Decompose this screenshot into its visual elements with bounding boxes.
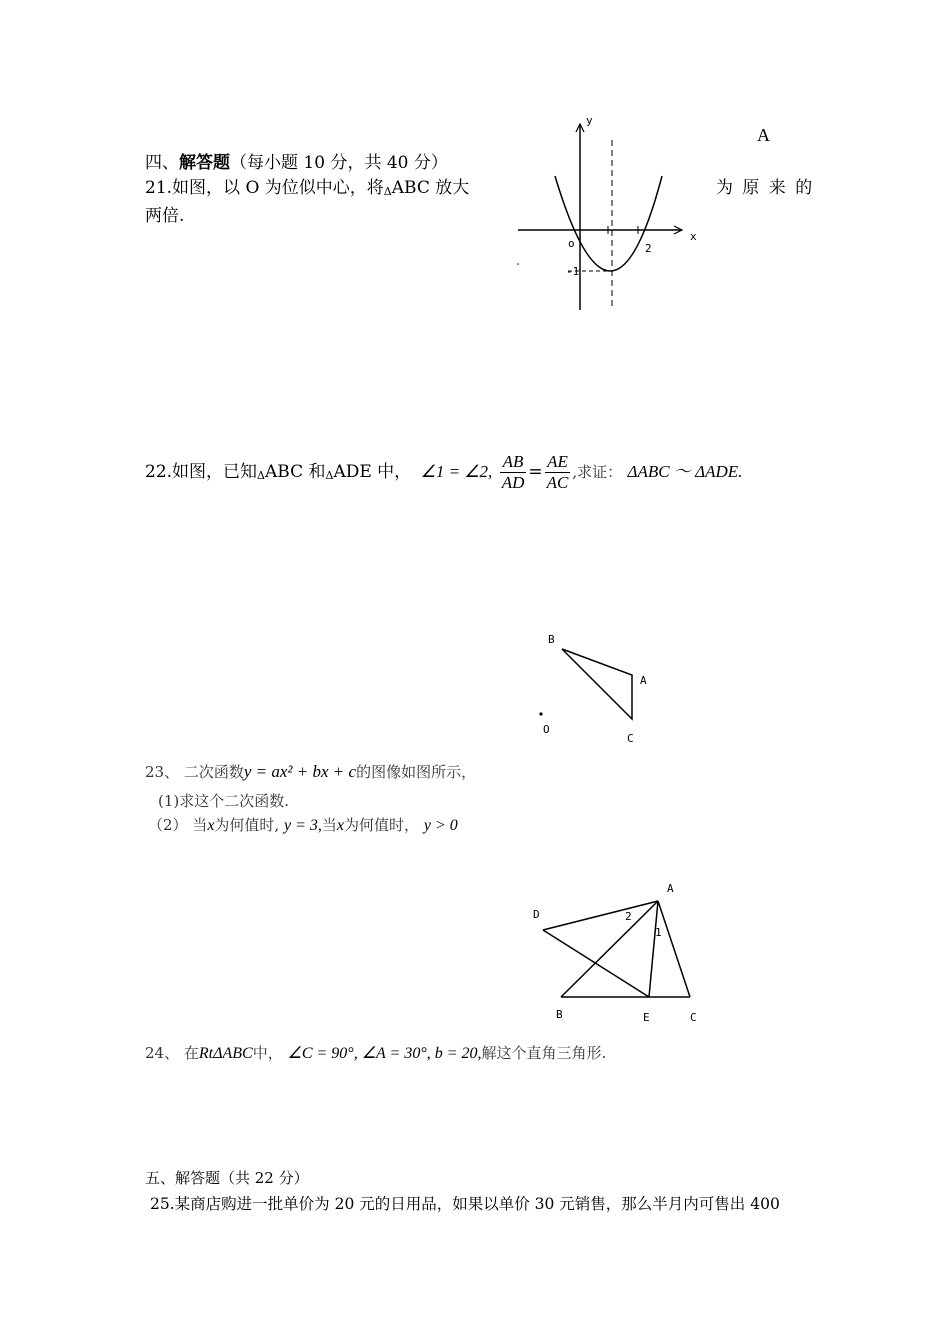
q25-text: 25.某商店购进一批单价为 20 元的日用品，如果以单价 30 元销售，那么半月内可售出 400 — [150, 1195, 780, 1213]
q23-line2: (1)求这个二次函数. — [158, 792, 290, 810]
q23-line3-b: 为何值时, — [214, 816, 280, 834]
q23-y3: y = 3, — [283, 817, 322, 834]
q22-text-c: ADE 中， — [333, 462, 412, 482]
segment-ad — [543, 901, 658, 930]
q21-line1 — [145, 173, 469, 198]
y-label: y — [586, 114, 593, 127]
q23-line3-d: 为何值时， — [344, 816, 420, 834]
q23-ygt: y > 0 — [423, 817, 458, 834]
frac2-den: AC — [546, 473, 569, 492]
x-label: x — [690, 230, 697, 243]
q22-text-a: 22.如图，已知 — [145, 462, 258, 482]
frac1-num: AB — [500, 452, 527, 473]
frac1-den: AD — [501, 473, 525, 492]
label-b: B — [556, 1008, 563, 1021]
segment-ac — [658, 901, 690, 997]
q24-line — [145, 1042, 606, 1063]
section4-suffix: （每小题 10 分，共 40 分） — [230, 153, 448, 173]
q23-suffix: 的图像如图所示， — [356, 763, 477, 781]
q24-suffix: 解这个直角三角形. — [481, 1044, 607, 1062]
q23-x1: x — [207, 817, 215, 834]
q23-line1 — [145, 761, 476, 782]
q23-formula: y = ax² + bx + c — [243, 762, 357, 781]
section4-bold: 解答题 — [179, 153, 230, 173]
q22-fraction-2 — [545, 452, 571, 493]
triangle-abc — [562, 649, 632, 719]
q23-x2: x — [336, 817, 345, 834]
triangle-oabc-figure — [530, 625, 670, 750]
q22-fraction-1 — [500, 452, 527, 493]
q24-rt: RtΔABC — [198, 1045, 253, 1062]
q21-text-a: 21.如图，以 O 为位似中心，将 — [145, 178, 384, 198]
tick-neg1-label: -1 — [566, 265, 580, 278]
q22-text-b: ABC 和 — [265, 462, 326, 482]
segment-ab — [561, 901, 658, 997]
label-b: B — [548, 633, 555, 646]
q22-prove-label: ,求证： — [572, 463, 623, 481]
point-o — [539, 712, 542, 715]
q22-line — [145, 450, 742, 498]
q21-line2: 两倍. — [145, 206, 185, 226]
q22-eq: = — [528, 462, 543, 482]
q21-text-b: ABC 放大 — [391, 178, 470, 198]
label-o: O — [543, 723, 550, 736]
q24-given: ∠C = 90°, ∠A = 30°, b = 20, — [287, 1045, 482, 1062]
q23-prefix: 23、 二次函数 — [145, 763, 244, 781]
section4-heading — [145, 148, 448, 173]
segment-ae — [649, 901, 658, 997]
frac2-num: AE — [545, 452, 571, 473]
q24-prefix: 24、 在 — [145, 1044, 199, 1062]
label-a: A — [640, 674, 647, 687]
q22-angle-eq: ∠1 = ∠2, — [420, 462, 493, 481]
segment-de — [543, 930, 649, 997]
label-a: A — [667, 882, 674, 895]
q23-line3 — [148, 814, 458, 835]
label-c: C — [627, 732, 634, 745]
q21-text-c: 为 原 来 的 — [716, 178, 815, 198]
angle-1-label: 1 — [655, 926, 662, 939]
label-d: D — [533, 908, 540, 921]
parabola-curve — [555, 176, 662, 271]
label-e: E — [643, 1011, 650, 1024]
stray-dot — [517, 263, 519, 265]
triangle-adebc-figure — [525, 878, 715, 1030]
q21-floating-a: A — [757, 125, 770, 145]
q24-mid: 中， — [252, 1044, 283, 1062]
triangle-symbol: Δ — [383, 185, 392, 198]
q22-conclusion: ΔABC ～ ΔADE. — [627, 462, 743, 481]
q23-line3-a: （2） 当 — [148, 816, 208, 834]
origin-label: o — [568, 237, 575, 250]
q23-line3-c: 当 — [321, 816, 337, 834]
section5-heading: 五、解答题（共 22 分） — [145, 1169, 309, 1187]
triangle-symbol: Δ — [325, 469, 334, 482]
parabola-graph — [510, 112, 710, 317]
tick-2-label: 2 — [645, 242, 652, 255]
section4-prefix: 四、 — [145, 153, 179, 173]
angle-2-label: 2 — [625, 910, 632, 923]
label-c: C — [690, 1011, 697, 1024]
triangle-symbol: Δ — [257, 469, 265, 482]
